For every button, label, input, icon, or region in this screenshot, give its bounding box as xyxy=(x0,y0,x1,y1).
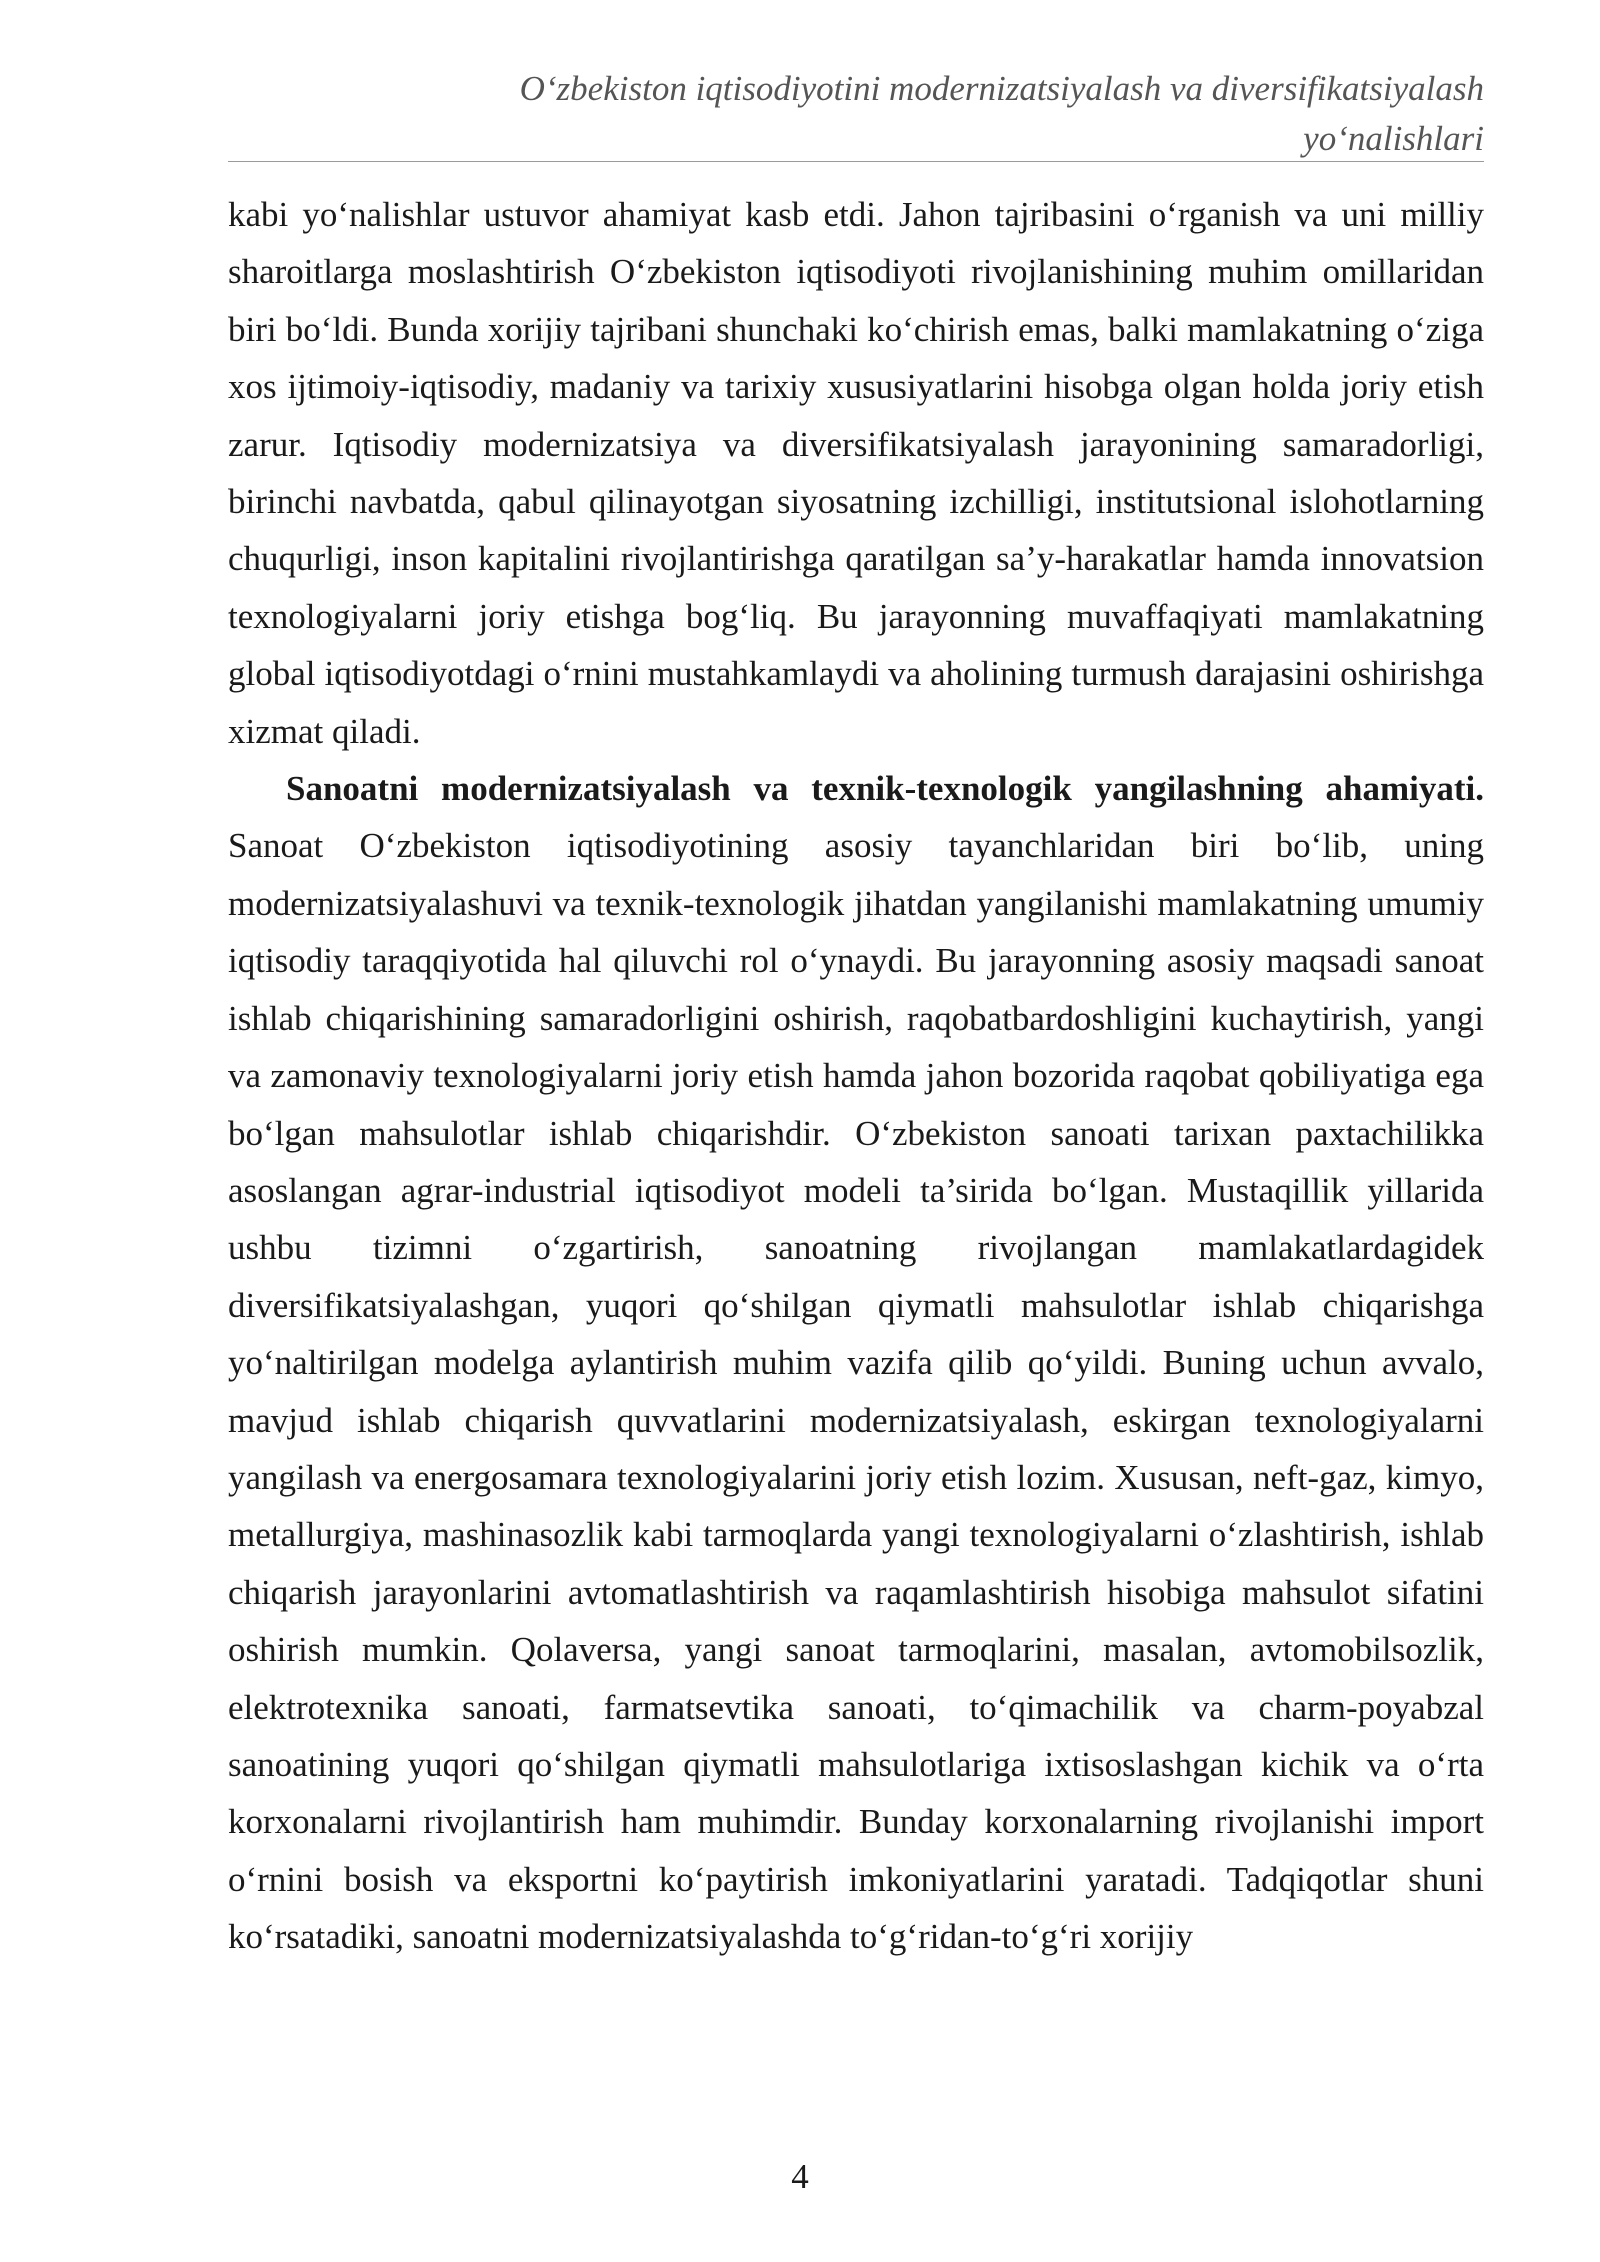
body-paragraph-1: kabi yo‘nalishlar ustuvor ahamiyat kasb etdi. Jahon tajribasini o‘rganish va uni milliy sharoitlarga moslashtirish O‘zbekiston iqtisodiyoti rivojlanishining muhim omillaridan biri bo‘ldi. Bunda xorijiy tajribani shunchaki ko‘chirish emas, balki mamlakatning o‘ziga xos ijtimoiy-iqtisodiy, madaniy va tarixiy xususiyatlarini hisobga olgan holda joriy etish zarur. Iqtisodiy modernizatsiya va diversifikatsiyalash jarayonining samaradorligi, birinchi navbatda, qabul qilinayotgan siyosatning izchilligi, institutsional islohotlarning chuqurligi, inson kapitalini rivojlantirishga qaratilgan sa’y-harakatlar hamda innovatsion texnologiyalarni joriy etishga bog‘liq. Bu jarayonning muvaffaqiyati mamlakatning global iqtisodiyotdagi o‘rnini mustahkamlaydi va aholining turmush darajasini oshirishga xizmat qiladi. xyxy=(228,195,1484,751)
running-header-line-1: O‘zbekiston iqtisodiyotini modernizatsiyalash va diversifikatsiyalash xyxy=(519,69,1484,108)
page-body xyxy=(228,186,1484,1966)
running-header xyxy=(228,64,1484,164)
section-paragraph xyxy=(228,760,1484,1966)
header-divider xyxy=(228,161,1484,162)
section-heading: Sanoatni modernizatsiyalash va texnik-texnologik yangilashning ahamiyati. xyxy=(286,769,1484,809)
running-header-line-2: yo‘nalishlari xyxy=(1303,119,1484,158)
body-paragraph-2: Sanoat O‘zbekiston iqtisodiyotining asosiy tayanchlaridan biri bo‘lib, uning modernizatsiyalashuvi va texnik-texnologik jihatdan yangilanishi mamlakatning umumiy iqtisodiy taraqqiyotida hal qiluvchi rol o‘ynaydi. Bu jarayonning asosiy maqsadi sanoat ishlab chiqarishining samaradorligini oshirish, raqobatbardoshligini kuchaytirish, yangi va zamonaviy texnologiyalarni joriy etish hamda jahon bozorida raqobat qobiliyatiga ega bo‘lgan mahsulotlar ishlab chiqarishdir. O‘zbekiston sanoati tarixan paxtachilikka asoslangan agrar-industrial iqtisodiyot modeli ta’sirida bo‘lgan. Mustaqillik yillarida ushbu tizimni o‘zgartirish, sanoatning rivojlangan mamlakatlardagidek diversifikatsiyalashgan, yuqori qo‘shilgan qiymatli mahsulotlar ishlab chiqarishga yo‘naltirilgan modelga aylantirish muhim vazifa qilib qo‘yildi. Buning uchun avvalo, mavjud ishlab chiqarish quvvatlarini modernizatsiyalash, eskirgan texnologiyalarni yangilash va energosamara texnologiyalarini joriy etish lozim. Xususan, neft-gaz, kimyo, metallurgiya, mashinasozlik kabi tarmoqlarda yangi texnologiyalarni o‘zlashtirish, ishlab chiqarish jarayonlarini avtomatlashtirish va raqamlashtirish hisobiga mahsulot sifatini oshirish mumkin. Qolaversa, yangi sanoat tarmoqlarini, masalan, avtomobilsozlik, elektrotexnika sanoati, farmatsevtika sanoati, to‘qimachilik va charm-poyabzal sanoatining yuqori qo‘shilgan qiymatli mahsulotlariga ixtisoslashgan kichik va o‘rta korxonalarni rivojlantirish ham muhimdir. Bunday korxonalarning rivojlanishi import o‘rnini bosish va eksportni ko‘paytirish imkoniyatlarini yaratadi. Tadqiqotlar shuni ko‘rsatadiki, sanoatni modernizatsiyalashda to‘g‘ridan-to‘g‘ri xorijiy xyxy=(228,826,1484,1957)
page-number: 4 xyxy=(791,2157,809,2196)
